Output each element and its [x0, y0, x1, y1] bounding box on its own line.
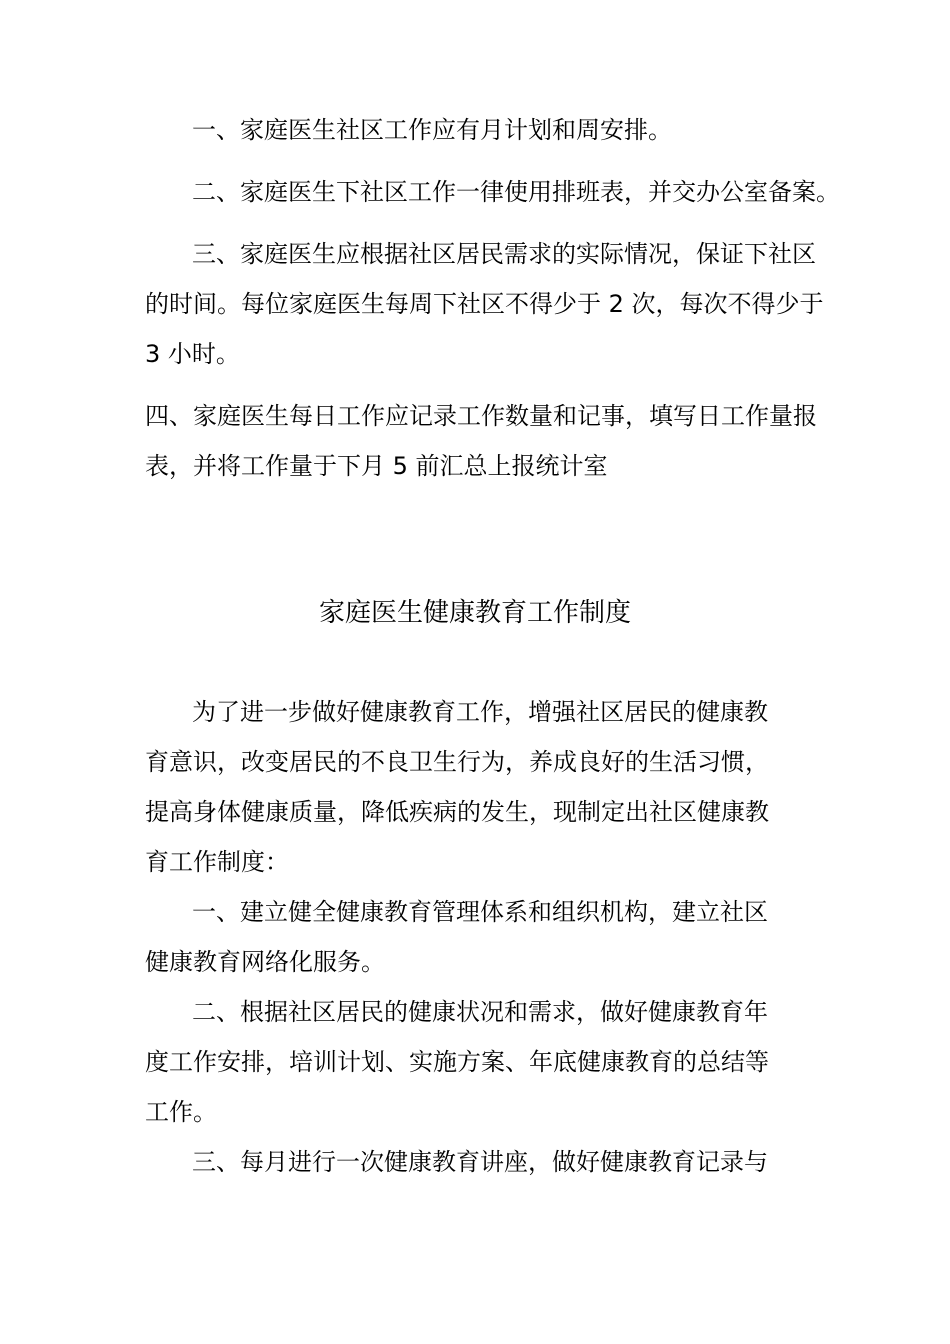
- section1-line-6: 四、家庭医生每日工作应记录工作数量和记事，填写日工作量报: [145, 402, 817, 430]
- section2-line-2: 育意识，改变居民的不良卫生行为，养成良好的生活习惯，: [145, 748, 769, 776]
- section2-line-8: 度工作安排，培训计划、实施方案、年底健康教育的总结等: [145, 1048, 769, 1076]
- section2-title: 家庭医生健康教育工作制度: [318, 598, 631, 628]
- section2-line-1: 为了进一步做好健康教育工作，增强社区居民的健康教: [192, 698, 768, 726]
- section1-line-5: 3 小时。: [145, 340, 240, 368]
- section2-line-3: 提高身体健康质量，降低疾病的发生，现制定出社区健康教: [145, 798, 769, 826]
- section2-line-6: 健康教育网络化服务。: [145, 948, 385, 976]
- section2-line-7: 二、根据社区居民的健康状况和需求，做好健康教育年: [192, 998, 768, 1026]
- section1-line-7: 表，并将工作量于下月 5 前汇总上报统计室: [145, 452, 608, 480]
- section2-line-5: 一、建立健全健康教育管理体系和组织机构，建立社区: [192, 898, 768, 926]
- section1-line-3: 三、家庭医生应根据社区居民需求的实际情况，保证下社区: [192, 240, 816, 268]
- section2-line-9: 工作。: [145, 1098, 217, 1126]
- section1-line-2: 二、家庭医生下社区工作一律使用排班表，并交办公室备案。: [192, 178, 840, 206]
- section1-line-1: 一、家庭医生社区工作应有月计划和周安排。: [192, 116, 672, 144]
- section2-line-10: 三、每月进行一次健康教育讲座，做好健康教育记录与: [192, 1148, 768, 1176]
- section1-line-4: 的时间。每位家庭医生每周下社区不得少于 2 次，每次不得少于: [145, 290, 824, 318]
- section2-line-4: 育工作制度：: [145, 848, 289, 876]
